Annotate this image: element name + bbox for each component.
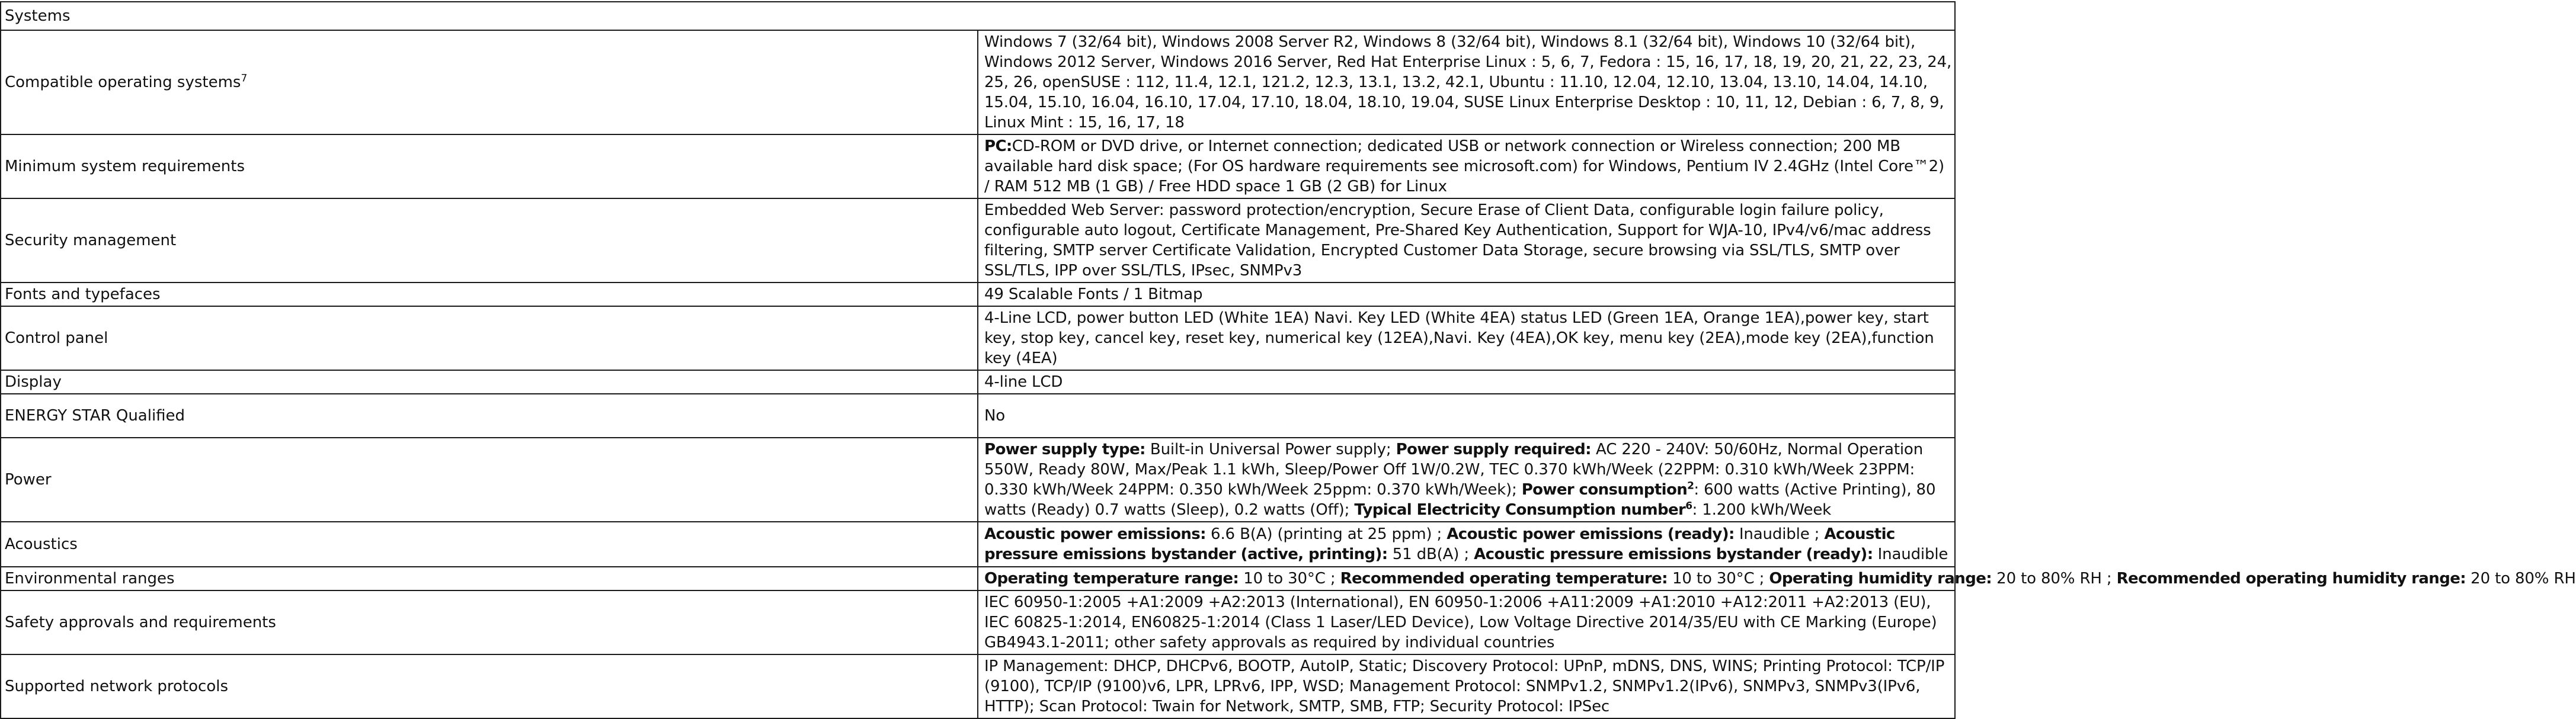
spec-text: 6.6 B(A) (printing at 25 ppm) ; (1205, 525, 1447, 543)
spec-key: Typical Electricity Consumption number (1354, 501, 1686, 519)
spec-text: Inaudible (1873, 545, 1948, 563)
spec-text: AC 220 - 240V: 50/60Hz, Normal Operation 550W, Ready 80W, Max/Peak 1.1 kWh, Sleep/Power Off 1W/0.2W, TEC 0.370 kWh/Week (22PPM: 0.310 kWh/Week 23PPM: 0.330 kWh/Week 24PPM: 0.350 kWh/Week 25ppm: 0.370 kWh/Week); (984, 441, 1924, 499)
spec-text: 20 to 80% RH (2466, 570, 2576, 588)
spec-text: 51 dB(A) ; (1387, 545, 1474, 563)
spec-key: Acoustic pressure emissions bystander (active, printing): (984, 525, 1895, 563)
spec-value: 49 Scalable Fonts / 1 Bitmap (978, 283, 1955, 306)
spec-label: Minimum system requirements (1, 134, 978, 198)
spec-value: 4-line LCD (978, 370, 1955, 394)
spec-row-security (1, 198, 1955, 283)
spec-value: 4-Line LCD, power button LED (White 1EA) Navi. Key LED (White 4EA) status LED (Green 1EA, Orange 1EA),power key, start key, stop key, cancel key, reset key, numerical key (12EA),Navi. Key (4EA),OK key, menu key (2EA),mode key (2EA),function key (4EA) (978, 306, 1955, 370)
spec-label (1, 30, 978, 134)
spec-value (978, 134, 1955, 198)
spec-key: PC: (984, 137, 1012, 155)
spec-key: Acoustic power emissions: (984, 525, 1206, 543)
spec-value: IEC 60950-1:2005 +A1:2009 +A2:2013 (International), EN 60950-1:2006 +A11:2009 +A1:2010 +A12:2011 +A2:2013 (EU), IEC 60825-1:2014, EN60825-1:2014 (Class 1 Laser/LED Device), Low Voltage Directive 2014/35/EU with CE Marking (Europe) GB4943.1-2011; other safety approvals as required by individual countries (978, 590, 1955, 654)
spec-row-display (1, 370, 1955, 394)
footnote-marker: 7 (241, 72, 248, 85)
spec-text: Inaudible ; (1734, 525, 1825, 543)
spec-key: Recommended operating humidity range: (2116, 570, 2466, 588)
spec-value (978, 438, 1955, 522)
spec-key: Recommended operating temperature: (1340, 570, 1668, 588)
spec-key: Acoustic power emissions (ready): (1447, 525, 1735, 543)
spec-value (978, 567, 2576, 590)
spec-value (978, 522, 1955, 567)
spec-key: Power consumption (1521, 481, 1688, 499)
spec-row-environmental (1, 567, 1955, 590)
spec-key: Operating humidity range: (1769, 570, 1992, 588)
spec-row-acoustics (1, 522, 1955, 567)
footnote-marker: 6 (1685, 500, 1692, 512)
spec-row-fonts (1, 283, 1955, 306)
spec-label: Power (1, 438, 978, 522)
spec-text: CD-ROM or DVD drive, or Internet connection; dedicated USB or network connection or Wireless connection; 200 MB available hard disk space; (For OS hardware requirements see microsoft.com) for Windows, Pentium IV 2.4GHz (Intel Core™2) / RAM 512 MB (1 GB) / Free HDD space 1 GB (2 GB) for Linux (984, 137, 1945, 195)
spec-label: Supported network protocols (1, 654, 978, 718)
systems-spec-table (0, 1, 2576, 719)
spec-key: Power supply type: (984, 441, 1145, 458)
spec-row-safety (1, 590, 1955, 654)
spec-value: No (978, 394, 1955, 438)
spec-key: Power supply required: (1396, 441, 1591, 458)
spec-value: IP Management: DHCP, DHCPv6, BOOTP, AutoIP, Static; Discovery Protocol: UPnP, mDNS, DNS, WINS; Printing Protocol: TCP/IP (9100), TCP/IP (9100)v6, LPR, LPRv6, IPP, WSD; Management Protocol: SNMPv1.2, SNMPv1.2(IPv6), SNMPv3, SNMPv3(IPv6, HTTP); Scan Protocol: Twain for Network, SMTP, SMB, FTP; Security Protocol: IPSec (978, 654, 1955, 718)
footnote-marker: 2 (1687, 480, 1694, 492)
spec-label: ENERGY STAR Qualified (1, 394, 978, 438)
spec-label: Safety approvals and requirements (1, 590, 978, 654)
spec-label: Environmental ranges (1, 567, 978, 590)
spec-text: 20 to 80% RH ; (1992, 570, 2117, 588)
spec-label: Control panel (1, 306, 978, 370)
spec-text: : 1.200 kWh/Week (1692, 501, 1832, 519)
spec-text: Built-in Universal Power supply; (1145, 441, 1396, 458)
spec-label: Security management (1, 198, 978, 283)
spec-text: 10 to 30°C ; (1239, 570, 1340, 588)
spec-row-minimum-requirements (1, 134, 1955, 198)
spec-key: Operating temperature range: (984, 570, 1239, 588)
spec-key: Acoustic pressure emissions bystander (ready): (1474, 545, 1873, 563)
spec-row-energy-star (1, 394, 1955, 438)
spec-row-network (1, 654, 1955, 718)
spec-row-power (1, 438, 1955, 522)
spec-text: 10 to 30°C ; (1667, 570, 1769, 588)
spec-label: Fonts and typefaces (1, 283, 978, 306)
spec-label: Display (1, 370, 978, 394)
spec-value: Embedded Web Server: password protection/encryption, Secure Erase of Client Data, configurable login failure policy, configurable auto logout, Certificate Management, Pre-Shared Key Authentication, Support for WJA-10, IPv4/v6/mac address filtering, SMTP server Certificate Validation, Encrypted Customer Data Storage, secure browsing via SSL/TLS, SMTP over SSL/TLS, IPP over SSL/TLS, IPsec, SNMPv3 (978, 198, 1955, 283)
spec-row-operating-systems (1, 30, 1955, 134)
spec-label: Acoustics (1, 522, 978, 567)
spec-value: Windows 7 (32/64 bit), Windows 2008 Server R2, Windows 8 (32/64 bit), Windows 8.1 (32/64 bit), Windows 10 (32/64 bit), Windows 2012 Server, Windows 2016 Server, Red Hat Enterprise Linux : 5, 6, 7, Fedora : 15, 16, 17, 18, 19, 20, 21, 22, 23, 24, 25, 26, openSUSE : 112, 11.4, 12.1, 121.2, 12.3, 13.1, 13.2, 42.1, Ubuntu : 11.10, 12.04, 12.10, 13.04, 13.10, 14.04, 14.10, 15.04, 15.10, 16.04, 16.10, 17.04, 17.10, 18.04, 18.10, 19.04, SUSE Linux Enterprise Desktop : 10, 11, 12, Debian : 6, 7, 8, 9, Linux Mint : 15, 16, 17, 18 (978, 30, 1955, 134)
section-header-row (1, 2, 1955, 30)
spec-row-control-panel (1, 306, 1955, 370)
spec-text: : 600 watts (Active Printing), 80 watts (Ready) 0.7 watts (Sleep), 0.2 watts (Off); (984, 481, 1936, 519)
spec-label-text: Compatible operating systems (5, 73, 241, 91)
section-title: Systems (1, 2, 1955, 30)
